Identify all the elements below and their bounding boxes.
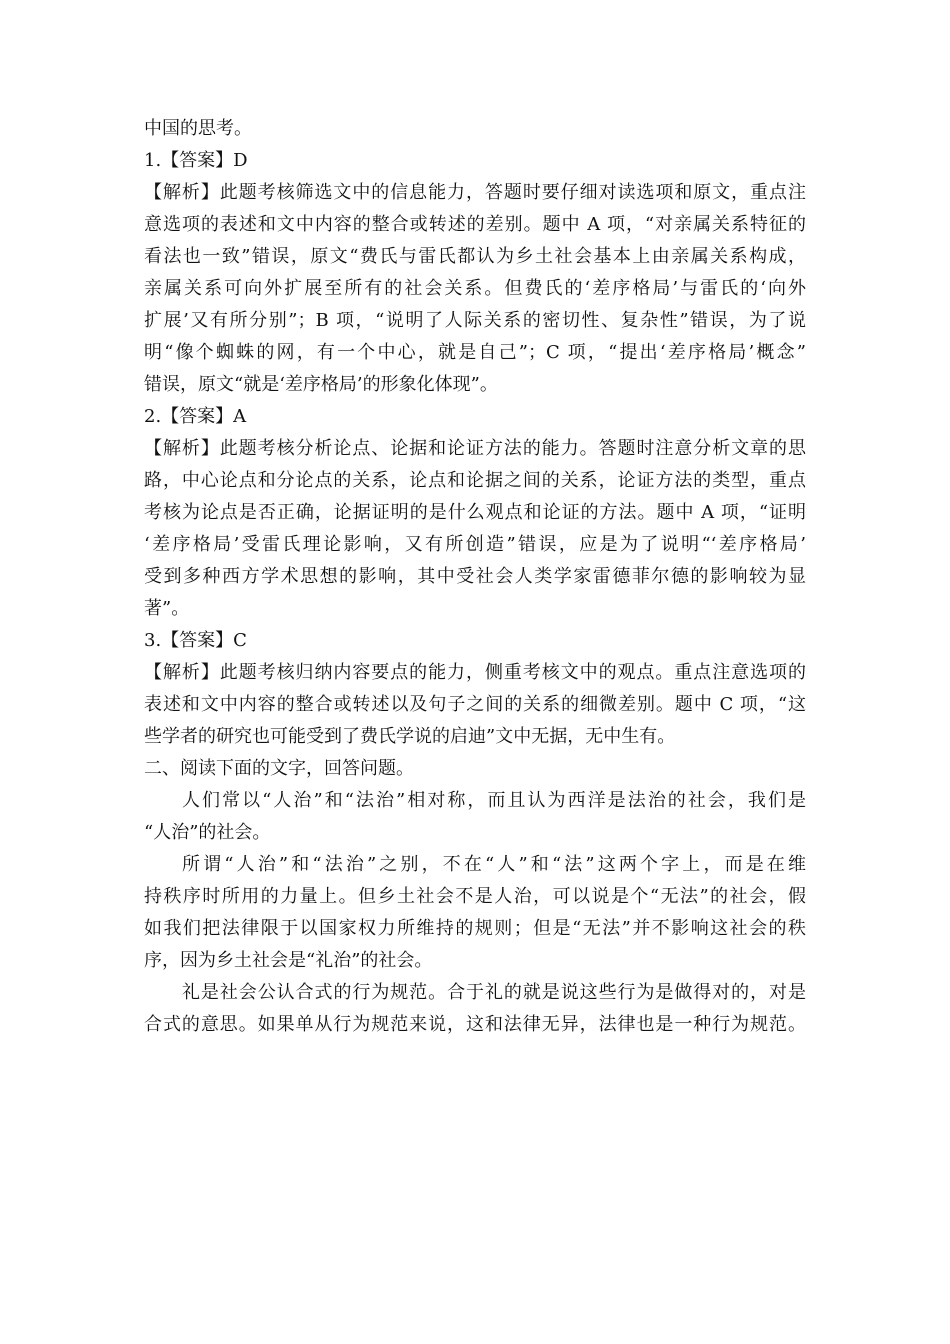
text-line-4: 意选项的表述和文中内容的整合或转述的差别。题中 A 项，“对亲属关系特征的 xyxy=(144,214,806,235)
text-line-28: 礼是社会公认合式的行为规范。合于礼的就是说这些行为是做得对的，对是 xyxy=(182,982,806,1003)
text-line-5: 看法也一致”错误，原文“费氏与雷氏都认为乡土社会基本上由亲属关系构成， xyxy=(144,246,806,267)
text-line-6: 亲属关系可向外扩展至所有的社会关系。但费氏的‘差序格局’与雷氏的‘向外 xyxy=(144,278,806,299)
text-line-8: 明“像个蜘蛛的网，有一个中心，就是自己”；C 项，“提出‘差序格局’概念” xyxy=(144,342,806,363)
text-line-25: 持秩序时所用的力量上。但乡土社会不是人治，可以说是个“无法”的社会，假 xyxy=(144,886,806,907)
answer-3-heading: 3.【答案】C xyxy=(144,630,247,651)
answer-2-heading: 2.【答案】A xyxy=(144,406,247,427)
text-line-16: 著”。 xyxy=(144,598,190,619)
text-line-9: 错误，原文“就是‘差序格局’的形象化体现”。 xyxy=(144,374,498,395)
text-line-13: 考核为论点是否正确，论据证明的是什么观点和论证的方法。题中 A 项，“证明 xyxy=(144,502,806,523)
text-line-3: 【解析】此题考核筛选文中的信息能力，答题时要仔细对读选项和原文，重点注 xyxy=(144,182,806,203)
text-line-22: 人们常以“人治”和“法治”相对称，而且认为西洋是法治的社会，我们是 xyxy=(182,790,806,811)
text-line-14: ‘差序格局’受雷氏理论影响，又有所创造”错误，应是为了说明“‘差序格局’ xyxy=(144,534,806,555)
text-line-7: 扩展’又有所分别”；B 项，“说明了人际关系的密切性、复杂性”错误，为了说 xyxy=(144,310,806,331)
text-line-12: 路，中心论点和分论点的关系，论点和论据之间的关系，论证方法的类型，重点 xyxy=(144,470,806,491)
document-page xyxy=(144,113,806,1041)
text-line-15: 受到多种西方学术思想的影响，其中受社会人类学家雷德菲尔德的影响较为显 xyxy=(144,566,806,587)
text-line-19: 表述和文中内容的整合或转述以及句子之间的关系的细微差别。题中 C 项，“这 xyxy=(144,694,806,715)
text-line-11: 【解析】此题考核分析论点、论据和论证方法的能力。答题时注意分析文章的思 xyxy=(144,438,806,459)
text-line-24: 所谓“人治”和“法治”之别，不在“人”和“法”这两个字上，而是在维 xyxy=(182,854,806,875)
text-line-20: 些学者的研究也可能受到了费氏学说的启迪”文中无据，无中生有。 xyxy=(144,726,676,747)
answer-1-heading: 1.【答案】D xyxy=(144,150,248,171)
text-line-29: 合式的意思。如果单从行为规范来说，这和法律无异，法律也是一种行为规范。 xyxy=(144,1014,806,1035)
text-line-18: 【解析】此题考核归纳内容要点的能力，侧重考核文中的观点。重点注意选项的 xyxy=(144,662,806,683)
section-heading: 二、阅读下面的文字，回答问题。 xyxy=(144,758,414,779)
text-line-1: 中国的思考。 xyxy=(144,118,252,139)
text-line-23: “人治”的社会。 xyxy=(144,822,271,843)
text-line-27: 序，因为乡土社会是“礼治”的社会。 xyxy=(144,950,433,971)
text-line-26: 如我们把法律限于以国家权力所维持的规则；但是“无法”并不影响这社会的秩 xyxy=(144,918,806,939)
